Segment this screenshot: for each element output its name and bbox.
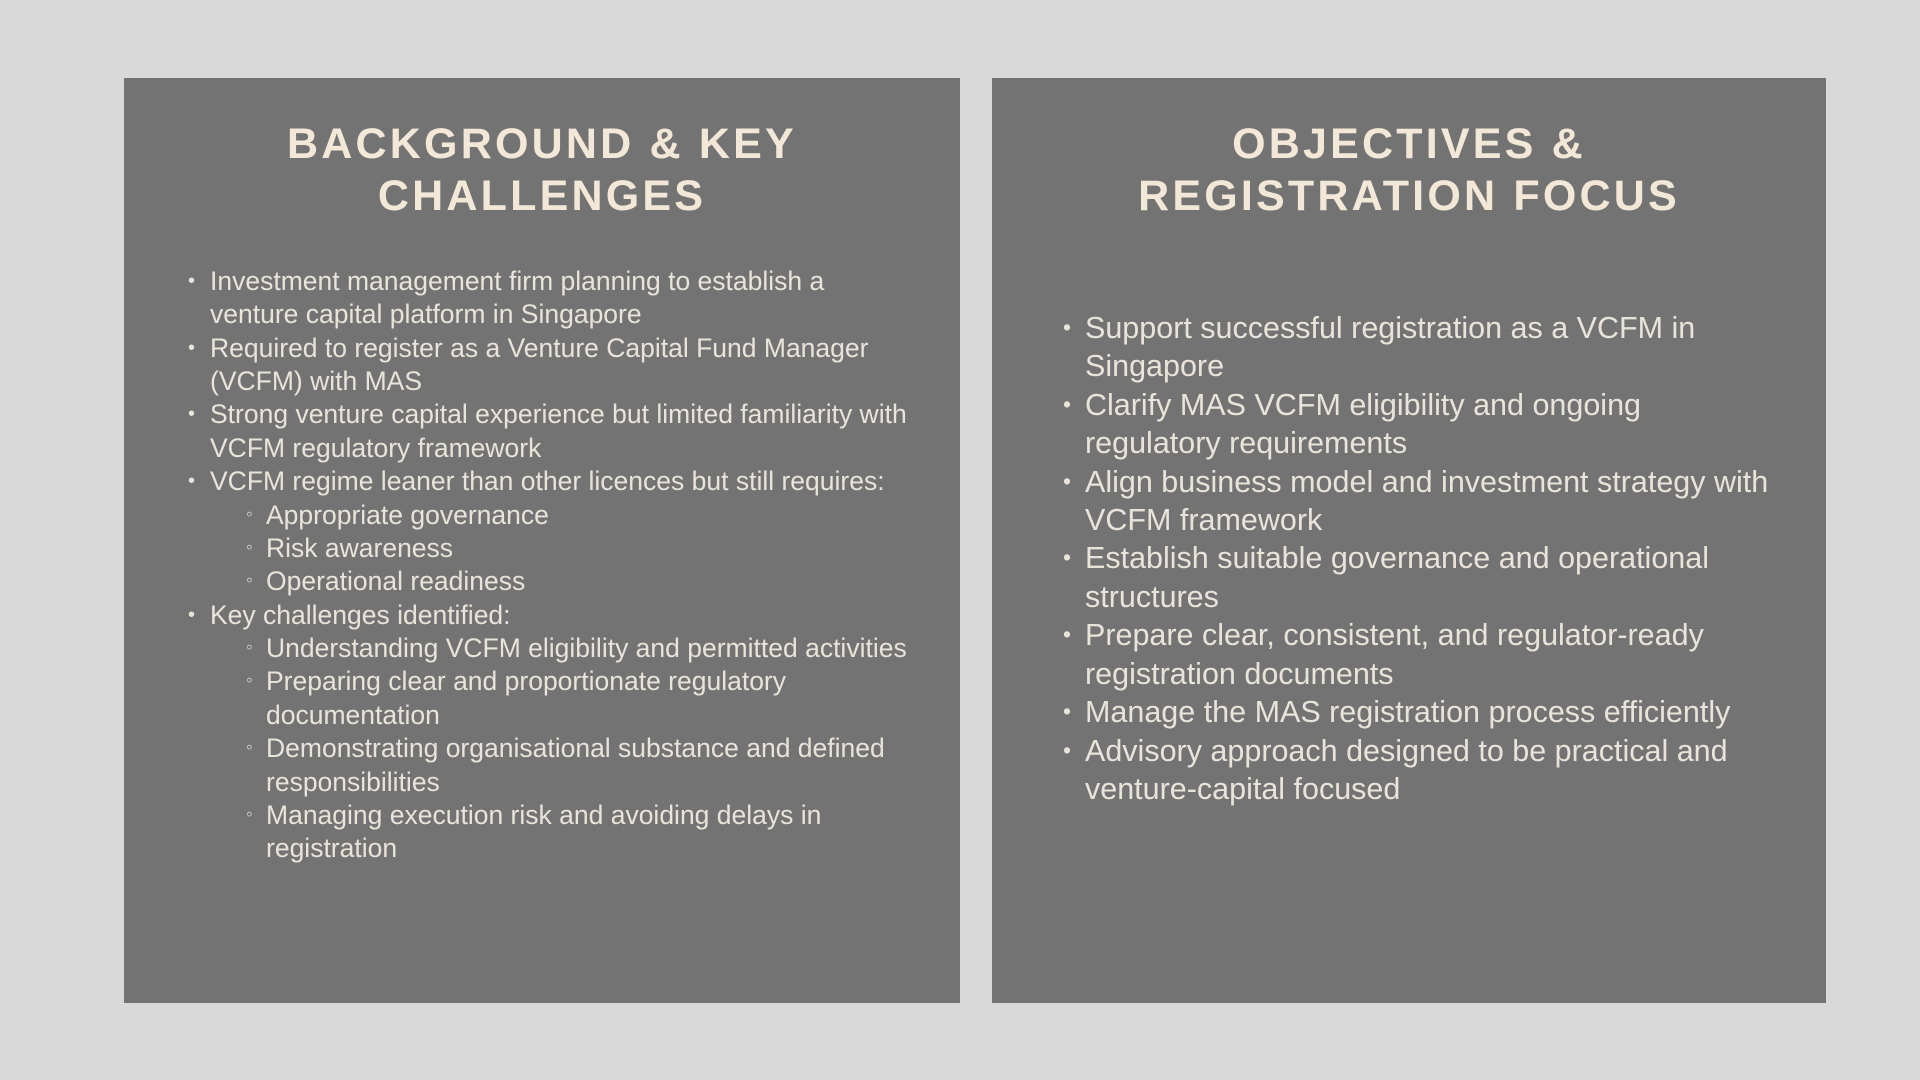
panel-background-and-key-challenges	[124, 78, 960, 1003]
sub-bullet-item: ◦ Risk awareness	[246, 532, 914, 565]
bullet-item	[1063, 693, 1774, 731]
sub-bullet-list	[210, 499, 914, 599]
bullet-item	[1063, 463, 1774, 540]
bullet-text: Required to register as a Venture Capital Fund Manager (VCFM) with MAS	[210, 332, 869, 397]
bullet-item	[188, 465, 914, 599]
bullet-text: Manage the MAS registration process efficiently	[1085, 695, 1731, 730]
sub-bullet-item: ◦ Managing execution risk and avoiding delays in registration	[246, 799, 914, 866]
bullet-text: Establish suitable governance and operational structures	[1085, 541, 1709, 614]
bullet-item	[1063, 616, 1774, 693]
bullet-text: Clarify MAS VCFM eligibility and ongoing regulatory requirements	[1085, 387, 1641, 461]
panel-title-background-and-key-challenges: BACKGROUND & KEY CHALLENGES	[287, 120, 797, 221]
bullet-item	[1063, 539, 1774, 616]
bullet-text: Support successful registration as a VCFM in Singapore	[1085, 310, 1696, 384]
bullet-text: Advisory approach designed to be practical and venture-capital focused	[1085, 733, 1728, 806]
panel-objectives-and-registration-focus	[992, 78, 1826, 1003]
bullet-list-objectives-and-registration-focus	[992, 309, 1826, 808]
bullet-list-background-and-key-challenges	[124, 265, 960, 866]
bullet-item	[1063, 732, 1774, 809]
panel-title-objectives-and-registration-focus: OBJECTIVES & REGISTRATION FOCUS	[1138, 120, 1680, 221]
sub-bullet-item: ◦ Understanding VCFM eligibility and permitted activities	[246, 632, 914, 665]
bullet-item	[188, 398, 914, 465]
bullet-text: Investment management firm planning to establish a venture capital platform in Singapore	[210, 265, 825, 330]
sub-bullet-item: ◦ Operational readiness	[246, 565, 914, 598]
bullet-item	[1063, 309, 1774, 386]
bullet-text: Strong venture capital experience but limited familiarity with VCFM regulatory framework	[210, 399, 907, 463]
bullet-item	[188, 265, 914, 332]
sub-bullet-item: ◦ Preparing clear and proportionate regulatory documentation	[246, 665, 914, 732]
bullet-item	[1063, 386, 1774, 463]
sub-bullet-item: ◦ Appropriate governance	[246, 499, 914, 532]
bullet-item	[188, 332, 914, 399]
bullet-item	[188, 599, 914, 866]
sub-bullet-item: ◦ Demonstrating organisational substance and defined responsibilities	[246, 732, 914, 799]
sub-bullet-list	[210, 632, 914, 866]
bullet-text: Key challenges identified:	[210, 599, 511, 630]
bullet-text: Align business model and investment strategy with VCFM framework	[1085, 464, 1769, 538]
bullet-text: VCFM regime leaner than other licences but still requires:	[210, 466, 885, 497]
bullet-text: Prepare clear, consistent, and regulator-ready registration documents	[1085, 618, 1704, 691]
